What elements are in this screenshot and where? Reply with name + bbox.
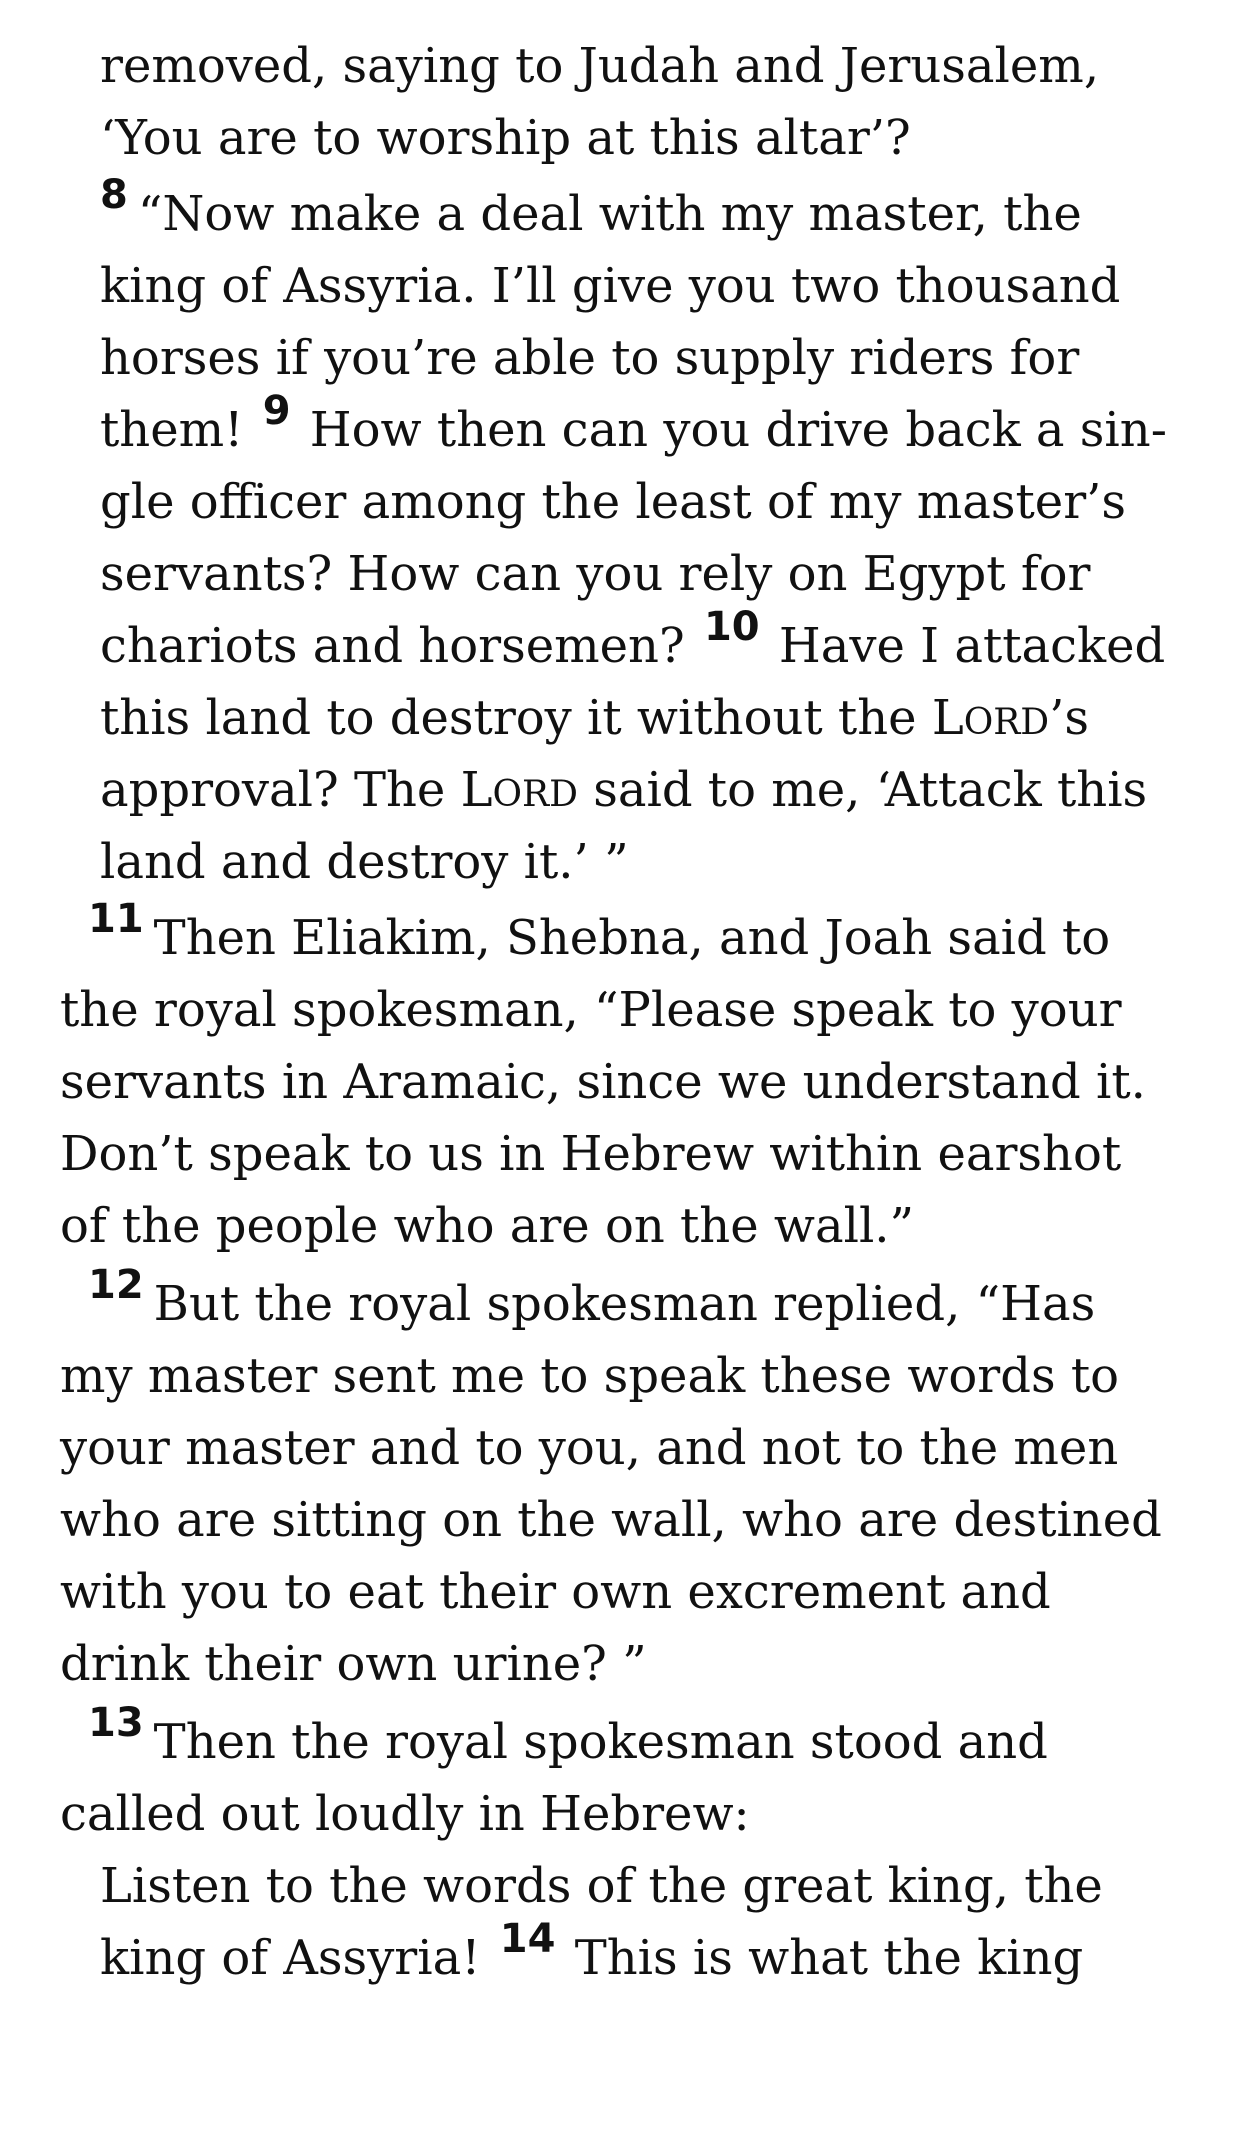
- text-line: [100, 322, 1079, 394]
- line-text: king of Assyria. I’ll give you two thousand: [100, 258, 1121, 314]
- text-line: [60, 1190, 914, 1262]
- verse-number-14: 14: [499, 1916, 556, 1962]
- text-line: [60, 1628, 647, 1700]
- line-text: removed, saying to Judah and Jerusalem,: [100, 38, 1100, 94]
- verse-number-8: 8: [100, 172, 128, 218]
- line-text: of the people who are on the wall.”: [60, 1198, 915, 1254]
- text-line: [60, 1412, 1118, 1484]
- line-text: “Now make a deal with my master, the: [137, 186, 1082, 242]
- verse-number-12: 12: [88, 1262, 144, 1308]
- line-text: But the royal spokesman replied, “Has: [153, 1276, 1096, 1332]
- line-text: gle officer among the least of my master’s: [100, 474, 1127, 530]
- lord-initial: L: [460, 762, 493, 818]
- line-text: them!: [100, 402, 244, 458]
- text-line: [60, 1556, 1051, 1628]
- verse-number-9: 9: [262, 388, 291, 434]
- text-line: [60, 1778, 750, 1850]
- text-line: [88, 1700, 1048, 1778]
- line-text: chariots and horsemen?: [100, 618, 685, 674]
- text-line: [60, 1340, 1119, 1412]
- line-text: servants? How can you rely on Egypt for: [100, 546, 1091, 602]
- line-text: ‘You are to worship at this altar’?: [100, 110, 911, 166]
- text-line: [100, 466, 1126, 538]
- text-line: [60, 1118, 1121, 1190]
- line-text: drink their own urine? ”: [60, 1636, 647, 1692]
- lord-initial: L: [931, 690, 964, 746]
- text-line: [100, 1916, 1084, 1994]
- lord-small-caps: [932, 690, 1049, 746]
- lord-small-caps: [461, 762, 578, 818]
- verse-number-11: 11: [88, 896, 144, 942]
- text-line: [100, 388, 1167, 466]
- text-line: [88, 1262, 1096, 1340]
- line-text: land and destroy it.’ ”: [100, 834, 629, 890]
- text-line: [100, 538, 1090, 610]
- text-line: [60, 1046, 1146, 1118]
- line-text: horses if you’re able to supply riders for: [100, 330, 1080, 386]
- text-line: [100, 102, 911, 174]
- line-text: Listen to the words of the great king, the: [100, 1858, 1103, 1914]
- line-text: ’s: [1049, 690, 1090, 746]
- text-line: [100, 682, 1089, 754]
- line-text: the royal spokesman, “Please speak to your: [60, 982, 1122, 1038]
- line-text: with you to eat their own excrement and: [60, 1564, 1051, 1620]
- line-text: said to me, ‘Attack this: [593, 762, 1148, 818]
- line-text: Then Eliakim, Shebna, and Joah said to: [153, 910, 1111, 966]
- text-line: [60, 1484, 1162, 1556]
- line-text: servants in Aramaic, since we understand it.: [60, 1054, 1146, 1110]
- line-text: king of Assyria!: [100, 1930, 481, 1986]
- line-text: This is what the king: [574, 1930, 1084, 1986]
- line-text: Then the royal spokesman stood and: [153, 1714, 1048, 1770]
- text-line: [100, 172, 1082, 250]
- text-line: [100, 826, 629, 898]
- lord-rest: ORD: [492, 774, 578, 815]
- line-text: approval? The: [100, 762, 446, 818]
- text-line: [100, 604, 1166, 682]
- line-text: your master and to you, and not to the men: [60, 1420, 1119, 1476]
- line-text: this land to destroy it without the: [100, 690, 917, 746]
- line-text: called out loudly in Hebrew:: [60, 1786, 750, 1842]
- line-text: my master sent me to speak these words to: [60, 1348, 1120, 1404]
- lord-rest: ORD: [963, 702, 1050, 743]
- text-line: [88, 896, 1111, 974]
- verse-number-13: 13: [88, 1700, 144, 1746]
- text-line: [100, 250, 1120, 322]
- text-line: [100, 1850, 1103, 1922]
- line-text: How then can you drive back a sin-: [309, 402, 1167, 458]
- line-text: Have I attacked: [778, 618, 1166, 674]
- text-line: [100, 754, 1147, 826]
- line-text: who are sitting on the wall, who are destined: [60, 1492, 1162, 1548]
- verse-number-10: 10: [703, 604, 760, 650]
- text-line: [60, 974, 1122, 1046]
- line-text: Don’t speak to us in Hebrew within earshot: [60, 1126, 1122, 1182]
- text-line: [100, 30, 1099, 102]
